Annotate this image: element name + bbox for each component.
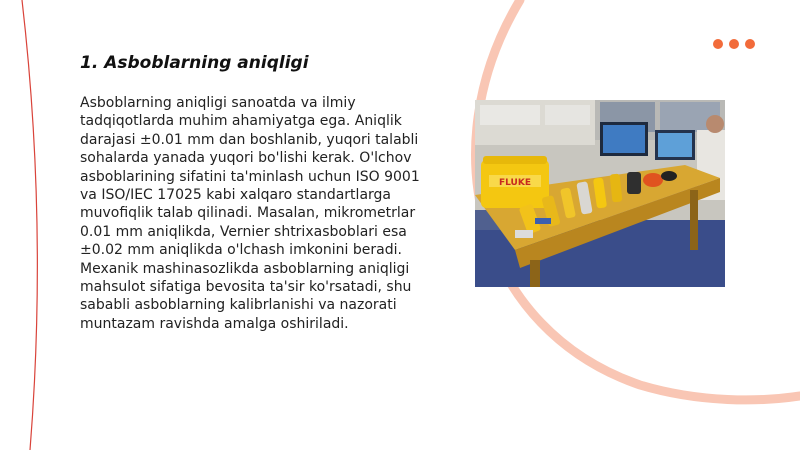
- dot-icon: [713, 39, 723, 49]
- slide-title: 1. Asboblarning aniqligi: [80, 53, 309, 73]
- left-thin-arc: [22, 0, 37, 450]
- slide-paragraph: Asboblarning aniqligi sanoatda va ilmiy tadqiqotlarda muhim ahamiyatga ega. Aniqlik darajasi ±0.01 mm dan boshlanib, yuqori talabli sohalarda yanada yuqori bo'lishi kerak. O'lchov asboblarining sifatini ta'minlash uchun ISO 9001 va ISO/IEC 17025 kabi xalqaro standartlarga muvofiqlik talab qilinadi. Masalan, mikrometrlar 0.01 mm aniqlikda, Vernier shtrixasboblari esa ±0.02 mm aniqlikda o'lchash imkonini beradi. Mexanik mashinasozlikda asboblarning aniqligi mahsulot sifatiga bevosita ta'sir ko'rsatadi, shu sababli asboblarning kalibrlanishi va nazorati muntazam ravishda amalga oshiriladi.: [80, 95, 420, 332]
- decorative-dots: [713, 39, 755, 49]
- instruments-photo: [475, 100, 725, 287]
- dot-icon: [729, 39, 739, 49]
- dot-icon: [745, 39, 755, 49]
- fluke-logo: FLUKE: [499, 178, 531, 188]
- instruments-photo-illustration: [475, 100, 725, 287]
